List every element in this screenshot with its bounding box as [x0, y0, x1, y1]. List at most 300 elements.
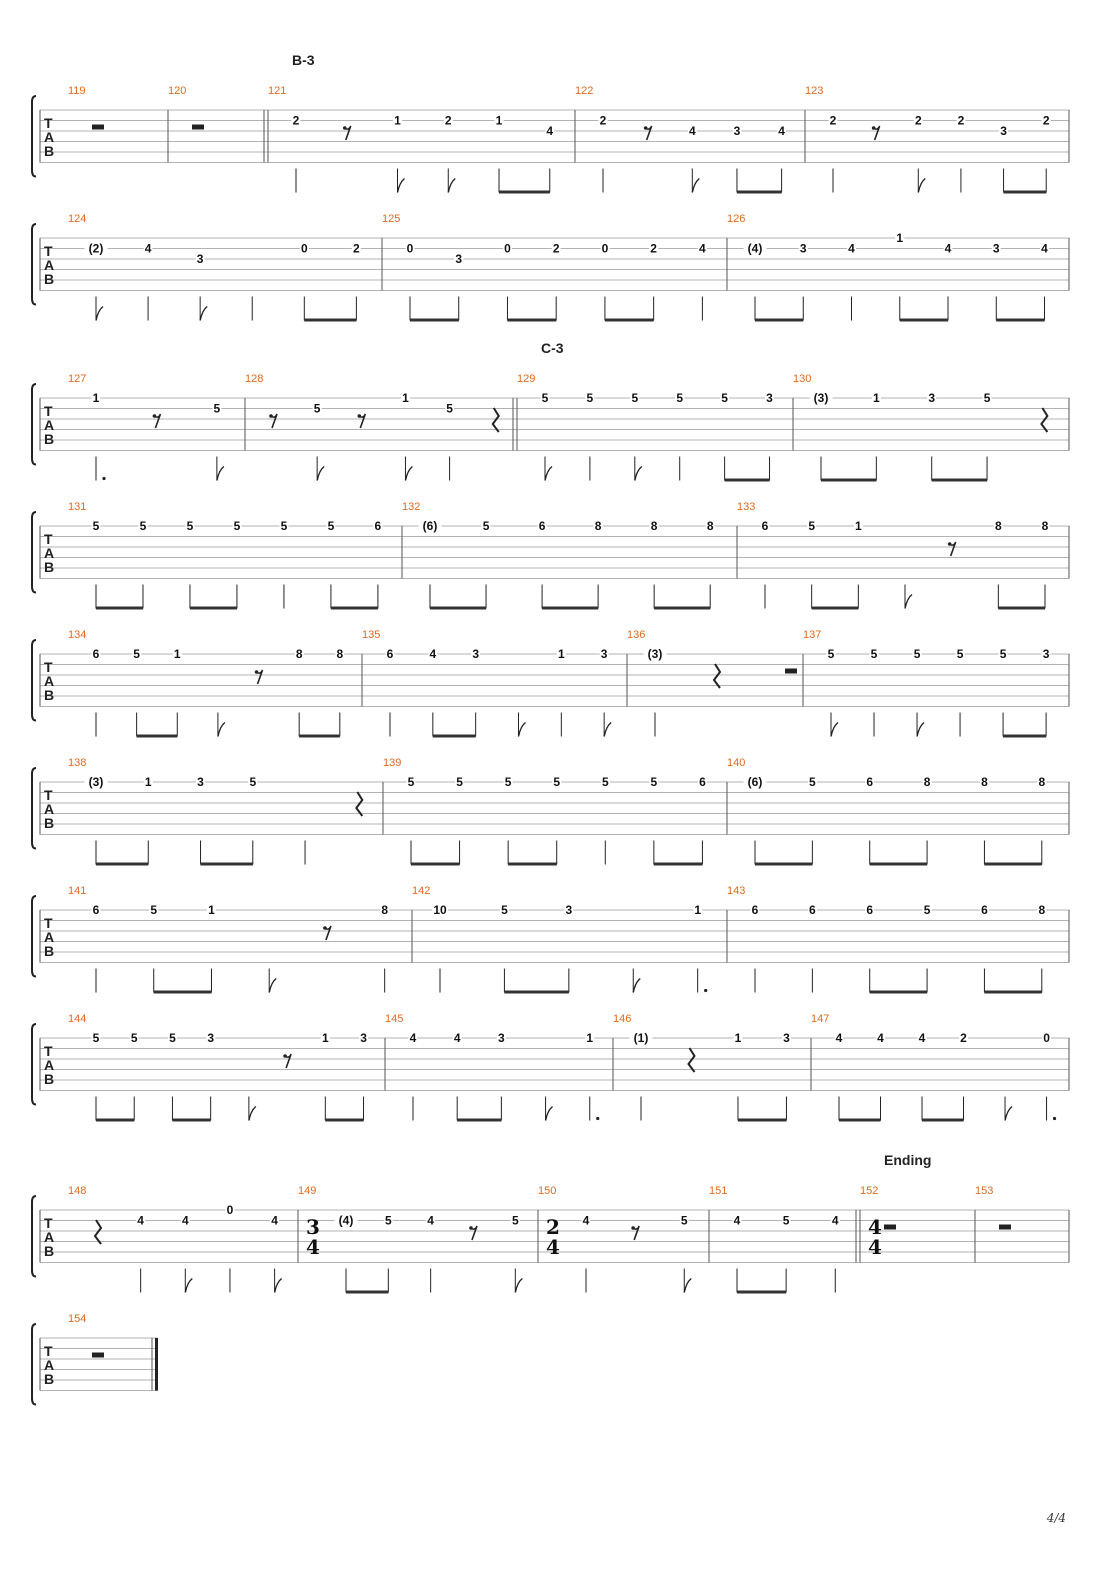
fret-number: 0	[1043, 1031, 1050, 1045]
eighth-rest-dot	[644, 126, 648, 130]
fret-number: 3	[783, 1031, 790, 1045]
system-bracket	[32, 1196, 36, 1277]
note-beam	[900, 319, 948, 322]
fret-number: (3)	[813, 391, 829, 405]
fret-number: 3	[1042, 647, 1050, 661]
eighth-flag	[546, 1107, 553, 1121]
fret-number: 8	[923, 775, 931, 789]
system-bracket	[32, 768, 36, 849]
note-beam	[725, 479, 770, 482]
eighth-flag	[635, 467, 642, 481]
fret-number: 3	[455, 252, 463, 266]
note-beam	[1003, 735, 1046, 738]
time-signature-bottom: 4	[868, 1235, 882, 1259]
measure-number: 153	[975, 1185, 994, 1197]
fret-number: 4	[835, 1031, 843, 1045]
fret-number: 5	[870, 647, 878, 661]
fret-number: (4)	[338, 1213, 354, 1228]
measure-number: 142	[412, 885, 431, 897]
fret-number: 5	[249, 775, 257, 789]
fret-number: 0	[226, 1203, 234, 1217]
note-beam	[654, 607, 710, 610]
eighth-rest-dot	[469, 1226, 473, 1230]
fret-number: 3	[992, 241, 1000, 256]
section-marker: Ending	[884, 1152, 932, 1168]
eighth-flag	[515, 1279, 522, 1293]
note-beam	[299, 735, 340, 738]
fret-number: 8	[295, 647, 303, 661]
fret-number: 5	[482, 519, 490, 533]
fret-number: 4	[453, 1031, 461, 1045]
tab-clef-letter: B	[44, 143, 55, 159]
quarter-rest	[688, 1048, 694, 1072]
fret-number: 3	[799, 241, 807, 256]
fret-number: 5	[586, 391, 594, 405]
fret-number: 1	[144, 775, 152, 789]
tab-system	[32, 213, 1069, 322]
fret-number: 3	[498, 1031, 505, 1045]
fret-number: 3	[928, 391, 936, 405]
fret-number: 2	[599, 113, 607, 128]
fret-number: 5	[133, 647, 140, 661]
fret-number: 5	[541, 391, 549, 405]
note-beam	[839, 1119, 881, 1122]
measure-number: 139	[383, 757, 402, 769]
note-beam	[932, 479, 987, 482]
fret-number: 1	[495, 113, 503, 128]
fret-number: 8	[381, 903, 389, 917]
tab-clef-letter: B	[44, 431, 55, 447]
duration-dot	[596, 1117, 599, 1120]
note-beam	[821, 479, 876, 482]
tab-system	[32, 885, 1069, 994]
page-number: 4/4	[1046, 1511, 1066, 1525]
half-rest	[785, 669, 797, 674]
eighth-rest-dot	[948, 542, 952, 546]
note-beam	[190, 607, 237, 610]
measure-number: 128	[245, 373, 264, 385]
fret-number: 0	[406, 241, 414, 256]
eighth-rest-dot	[343, 126, 347, 130]
fret-number: 1	[173, 647, 181, 661]
tab-clef-letter: T	[44, 915, 53, 931]
note-beam	[96, 607, 143, 610]
system-bracket	[32, 640, 36, 721]
fret-number: 1	[402, 391, 409, 405]
eighth-flag	[917, 723, 924, 737]
fret-number: (6)	[422, 519, 438, 533]
measure-number: 130	[793, 373, 812, 385]
fret-number: 4	[733, 1213, 741, 1228]
eighth-rest-dot	[323, 926, 327, 930]
eighth-flag	[448, 179, 455, 193]
measure-number: 149	[298, 1185, 317, 1197]
note-beam	[433, 735, 476, 738]
fret-number: 4	[778, 124, 785, 138]
measure-number: 127	[68, 373, 87, 385]
eighth-flag	[692, 179, 699, 193]
eighth-flag	[398, 179, 405, 193]
eighth-rest-dot	[153, 414, 157, 418]
quarter-rest	[1041, 408, 1047, 432]
fret-number: 5	[721, 391, 728, 405]
fret-number: 5	[913, 647, 921, 661]
fret-number: 4	[688, 124, 696, 138]
fret-number: 1	[896, 231, 904, 245]
note-beam	[605, 319, 654, 322]
fret-number: 4	[877, 1031, 884, 1045]
measure-number: 131	[68, 501, 87, 513]
fret-number: 3	[565, 903, 573, 917]
tab-clef-letter: T	[44, 403, 53, 419]
note-beam	[499, 191, 550, 194]
fret-number: 4	[271, 1213, 278, 1228]
fret-number: 1	[92, 391, 100, 405]
fret-number: 4	[1041, 241, 1048, 256]
fret-number: 2	[914, 113, 922, 128]
eighth-flag	[545, 467, 552, 481]
tab-clef-letter: A	[44, 673, 55, 689]
time-signature-top: 3	[306, 1215, 320, 1239]
fret-number: 8	[981, 775, 988, 789]
section-marker: B-3	[292, 52, 315, 68]
fret-number: 4	[848, 241, 855, 256]
eighth-flag	[218, 723, 225, 737]
quarter-rest	[714, 664, 720, 688]
fret-number: 5	[384, 1213, 392, 1228]
fret-number: 6	[809, 903, 816, 917]
eighth-flag	[217, 467, 224, 481]
note-beam	[984, 863, 1041, 866]
final-barline-thick	[155, 1338, 158, 1391]
fret-number: 2	[292, 113, 300, 128]
fret-number: 5	[456, 775, 463, 789]
fret-number: 1	[586, 1031, 594, 1045]
eighth-rest-dot	[283, 1054, 287, 1058]
measure-number: 148	[68, 1185, 87, 1197]
system-bracket	[32, 896, 36, 977]
note-beam	[738, 1119, 786, 1122]
note-beam	[325, 1119, 363, 1122]
note-beam	[507, 319, 556, 322]
note-beam	[96, 863, 148, 866]
fret-number: 3	[197, 775, 204, 789]
note-beam	[504, 991, 568, 994]
fret-number: 0	[300, 241, 308, 256]
measure-number: 120	[168, 85, 187, 97]
tab-clef-letter: A	[44, 929, 55, 945]
measure-number: 134	[68, 629, 87, 641]
measure-number: 125	[382, 213, 401, 225]
tab-clef-letter: B	[44, 815, 55, 831]
fret-number: 5	[809, 775, 816, 789]
note-beam	[172, 1119, 210, 1122]
measure-number: 151	[709, 1185, 728, 1197]
fret-number: 5	[327, 519, 335, 533]
fret-number: 8	[1038, 903, 1046, 917]
eighth-flag	[684, 1279, 691, 1293]
fret-number: 1	[854, 519, 862, 533]
measure-number: 147	[811, 1013, 830, 1025]
note-beam	[984, 991, 1041, 994]
fret-number: (4)	[747, 241, 763, 256]
system-bracket	[32, 512, 36, 593]
measure-number: 144	[68, 1013, 87, 1025]
eighth-flag	[200, 307, 207, 321]
eighth-flag	[1005, 1107, 1012, 1121]
eighth-flag	[405, 467, 412, 481]
fret-number: 6	[981, 903, 988, 917]
fret-number: 4	[831, 1213, 839, 1228]
eighth-flag	[905, 595, 912, 609]
fret-number: 6	[751, 903, 759, 917]
fret-number: 6	[866, 775, 874, 789]
note-beam	[331, 607, 378, 610]
measure-number: 126	[727, 213, 746, 225]
note-beam	[154, 991, 212, 994]
time-signature-bottom: 4	[306, 1235, 320, 1259]
fret-number: 2	[353, 241, 360, 256]
tab-clef-letter: T	[44, 1215, 53, 1231]
tab-clef-letter: T	[44, 1343, 53, 1359]
note-beam	[996, 319, 1044, 322]
measure-number: 123	[805, 85, 824, 97]
measure-number: 135	[362, 629, 381, 641]
fret-number: 5	[631, 391, 639, 405]
duration-dot	[704, 989, 707, 992]
fret-number: 1	[694, 903, 702, 917]
half-rest	[92, 1353, 104, 1358]
fret-number: 3	[1000, 124, 1007, 138]
fret-number: 5	[139, 519, 147, 533]
fret-number: 8	[994, 519, 1002, 533]
eighth-flag	[918, 179, 925, 193]
time-signature-top: 2	[546, 1215, 560, 1239]
tab-clef-letter: T	[44, 1043, 53, 1059]
measure-number: 141	[68, 885, 87, 897]
tab-system	[32, 629, 1069, 738]
note-beam	[430, 607, 486, 610]
eighth-flag	[518, 723, 525, 737]
fret-number: 6	[538, 519, 546, 533]
fret-number: 5	[808, 519, 816, 533]
fret-number: 5	[650, 775, 658, 789]
note-beam	[542, 607, 598, 610]
fret-number: 3	[207, 1031, 215, 1045]
note-beam	[737, 191, 782, 194]
fret-number: 5	[446, 401, 453, 416]
eighth-rest-dot	[872, 126, 876, 130]
fret-number: 2	[957, 113, 965, 128]
fret-number: 5	[92, 519, 100, 533]
measure-number: 133	[737, 501, 756, 513]
fret-number: 4	[137, 1213, 144, 1228]
fret-number: 5	[680, 1213, 688, 1228]
measure-number: 132	[402, 501, 421, 513]
fret-number: 5	[130, 1031, 138, 1045]
measure-number: 152	[860, 1185, 879, 1197]
quarter-rest	[493, 408, 499, 432]
fret-number: 5	[233, 519, 241, 533]
eighth-flag	[633, 979, 640, 993]
fret-number: 5	[407, 775, 415, 789]
fret-number: 5	[553, 775, 561, 789]
fret-number: 5	[601, 775, 609, 789]
fret-number: 8	[650, 519, 658, 533]
tab-clef-letter: A	[44, 257, 55, 273]
tab-clef-letter: B	[44, 271, 55, 287]
fret-number: 5	[213, 401, 221, 416]
tab-clef-letter: T	[44, 115, 53, 131]
half-rest	[884, 1225, 896, 1230]
fret-number: 5	[827, 647, 835, 661]
fret-number: 0	[601, 241, 609, 256]
tab-clef-letter: T	[44, 243, 53, 259]
note-beam	[96, 1119, 134, 1122]
eighth-rest-dot	[631, 1226, 635, 1230]
fret-number: 5	[92, 1031, 100, 1045]
tab-clef-letter: T	[44, 531, 53, 547]
eighth-flag	[317, 467, 324, 481]
fret-number: 4	[944, 241, 952, 256]
tab-system	[32, 757, 1069, 866]
tab-system	[32, 52, 1069, 194]
fret-number: 1	[873, 391, 880, 405]
fret-number: 1	[557, 647, 565, 661]
fret-number: 1	[394, 113, 401, 128]
tab-clef-letter: T	[44, 787, 53, 803]
system-bracket	[32, 224, 36, 305]
note-beam	[755, 319, 803, 322]
fret-number: 8	[336, 647, 344, 661]
note-beam	[812, 607, 859, 610]
fret-number: 4	[699, 241, 706, 256]
fret-number: (3)	[88, 775, 104, 789]
eighth-rest-dot	[255, 670, 259, 674]
fret-number: 5	[923, 903, 931, 917]
fret-number: 6	[92, 647, 100, 661]
note-beam	[410, 319, 459, 322]
note-beam	[654, 863, 703, 866]
tab-clef-letter: A	[44, 801, 55, 817]
note-beam	[508, 863, 557, 866]
measure-number: 140	[727, 757, 746, 769]
fret-number: 6	[386, 647, 394, 661]
fret-number: (3)	[647, 647, 663, 661]
tab-clef-letter: A	[44, 1057, 55, 1073]
measure-number: 121	[268, 85, 287, 97]
fret-number: 3	[360, 1031, 367, 1045]
note-beam	[1004, 191, 1047, 194]
measure-number: 119	[68, 85, 86, 97]
half-rest	[192, 125, 204, 130]
system-bracket	[32, 1324, 36, 1405]
eighth-flag	[275, 1279, 282, 1293]
note-beam	[998, 607, 1045, 610]
note-beam	[755, 863, 812, 866]
eighth-flag	[831, 723, 838, 737]
measure-number: 122	[575, 85, 594, 97]
eighth-flag	[249, 1107, 256, 1121]
measure-number: 136	[627, 629, 646, 641]
fret-number: 2	[960, 1031, 967, 1045]
fret-number: 6	[866, 903, 874, 917]
fret-number: 4	[582, 1213, 590, 1228]
note-beam	[870, 991, 927, 994]
fret-number: (6)	[747, 775, 763, 789]
fret-number: 2	[444, 113, 452, 128]
half-rest	[92, 125, 104, 130]
fret-number: 5	[983, 391, 991, 405]
half-rest	[999, 1225, 1011, 1230]
fret-number: 1	[208, 903, 215, 917]
measure-number: 129	[517, 373, 536, 385]
fret-number: 2	[829, 113, 837, 128]
fret-number: 4	[144, 241, 152, 256]
fret-number: 2	[552, 241, 560, 256]
fret-number: 5	[150, 903, 158, 917]
time-signature-top: 4	[868, 1215, 882, 1239]
note-beam	[457, 1119, 501, 1122]
tab-clef-letter: A	[44, 417, 55, 433]
measure-number: 124	[68, 213, 87, 225]
fret-number: 4	[546, 124, 554, 138]
fret-number: 5	[501, 903, 508, 917]
note-beam	[737, 1291, 786, 1294]
fret-number: 4	[918, 1031, 926, 1045]
fret-number: (1)	[633, 1031, 649, 1045]
fret-number: 1	[321, 1031, 329, 1045]
fret-number: 6	[761, 519, 769, 533]
tab-clef-letter: B	[44, 1371, 55, 1387]
tab-clef-letter: B	[44, 943, 55, 959]
eighth-flag	[269, 979, 276, 993]
fret-number: 8	[1041, 519, 1049, 533]
fret-number: 3	[766, 391, 773, 405]
fret-number: 2	[650, 241, 657, 256]
fret-number: 3	[196, 252, 204, 266]
tab-system	[32, 1313, 158, 1405]
tab-clef-letter: B	[44, 1071, 55, 1087]
measure-number: 154	[68, 1313, 87, 1325]
fret-number: 5	[999, 647, 1007, 661]
fret-number: 5	[280, 519, 288, 533]
note-beam	[201, 863, 253, 866]
duration-dot	[1053, 1117, 1056, 1120]
fret-number: 0	[504, 241, 511, 256]
measure-number: 146	[613, 1013, 632, 1025]
system-bracket	[32, 96, 36, 177]
tab-system	[32, 501, 1069, 610]
system-bracket	[32, 384, 36, 465]
fret-number: 2	[1042, 113, 1050, 128]
duration-dot	[102, 477, 105, 480]
note-beam	[346, 1291, 388, 1294]
fret-number: 5	[186, 519, 194, 533]
fret-number: 5	[782, 1213, 790, 1228]
note-beam	[137, 735, 178, 738]
fret-number: 4	[181, 1213, 189, 1228]
fret-number: 3	[600, 647, 608, 661]
fret-number: 5	[313, 401, 321, 416]
fret-number: 8	[706, 519, 714, 533]
note-beam	[304, 319, 356, 322]
tab-clef-letter: A	[44, 1229, 55, 1245]
tab-clef-letter: B	[44, 687, 55, 703]
fret-number: 4	[429, 647, 437, 661]
fret-number: 10	[433, 903, 447, 917]
fret-number: 6	[699, 775, 706, 789]
